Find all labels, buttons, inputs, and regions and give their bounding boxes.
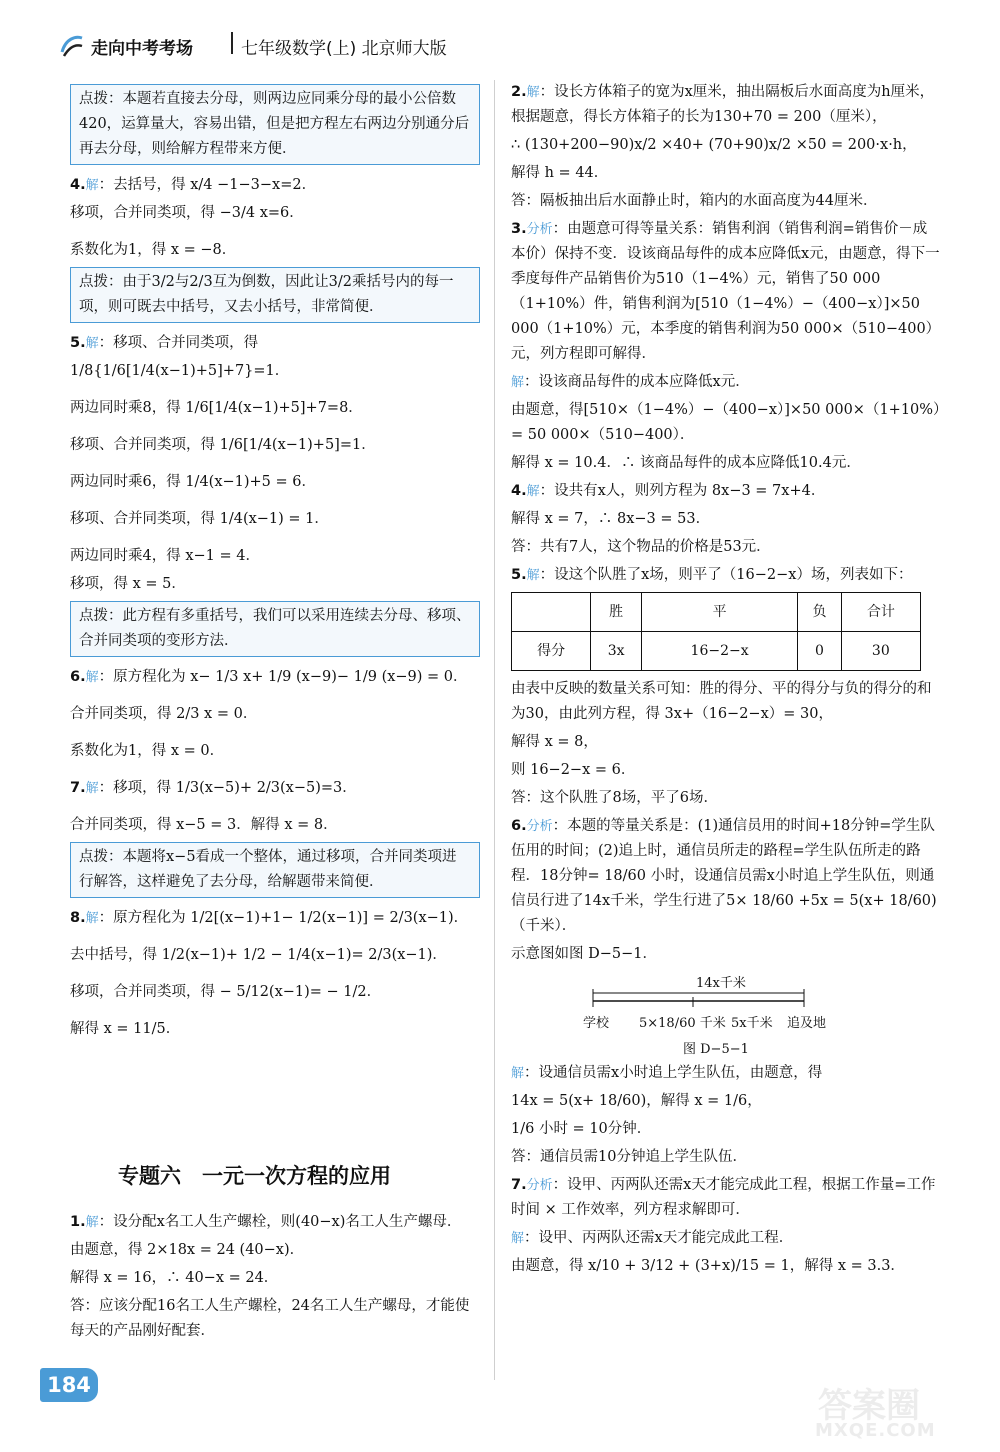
solution-line [511, 80, 941, 130]
hint-box: 点拨：由于3/2与2/3互为倒数，因此让3/2乘括号内的每一项，则可既去中括号，又去小括号，非常简便． [70, 267, 480, 323]
solution-line: 示意图如图 D−5−1． [511, 946, 657, 962]
equation-text: ：原方程化为 1/2[(x−1)+1− 1/2(x−1)] = 2/3(x−1)． [98, 910, 469, 926]
table-cell: 3x [591, 632, 642, 671]
question-number: 5. [70, 335, 86, 351]
solution-line: 移项、合并同类项，得 1/6[1/4(x−1)+5]=1． [70, 437, 376, 453]
solution-line: 由题意，得 2×18x = 24 (40−x)． [70, 1242, 305, 1258]
equation-text: ：设共有x人，则列方程为 8x−3 = 7x+4． [539, 483, 826, 499]
solution-line: 由题意，得[510×（1−4%）−（400−x）]×50 000×（1+10%）= 50 000×（510−400）． [511, 402, 941, 443]
solution-line: 移项、合并同类项，得 1/4(x−1) = 1． [70, 511, 329, 527]
solution-line [511, 814, 941, 939]
distance-diagram [583, 971, 861, 1061]
solution-line: 移项，合并同类项，得 − 5/12(x−1)= − 1/2． [70, 984, 382, 1000]
solution-tag: 解 [511, 1231, 525, 1246]
solution-line [70, 173, 480, 198]
solution-line [70, 1210, 480, 1235]
solution-line: 答：共有7人，这个物品的价格是53元． [511, 539, 771, 555]
equation-text: ：移项、合并同类项，得 [98, 335, 259, 351]
question-number: 7. [511, 1177, 527, 1193]
solution-line: 答：隔板抽出后水面静止时，箱内的水面高度为44厘米． [511, 193, 878, 209]
equation-text: ：移项，得 1/3(x−5)+ 2/3(x−5)=3． [98, 780, 357, 796]
solution-line: 答：这个队胜了8场，平了6场． [511, 790, 718, 806]
solution-line: 合并同类项，得 x−5 = 3．解得 x = 8． [70, 817, 338, 833]
equation-text: ：设甲、丙两队还需x天才能完成此工程． [524, 1230, 794, 1246]
question-number: 5. [511, 567, 527, 583]
diagram-top-label: 14x千米 [696, 976, 746, 991]
solution-line: 答：通信员需10分钟追上学生队伍． [511, 1149, 747, 1165]
solution-tag: 解 [85, 781, 99, 796]
equation-text: ：去括号，得 x/4 −1−3−x=2． [98, 177, 317, 193]
table-cell: 16−2−x [641, 632, 797, 671]
solution-tag: 解 [85, 178, 99, 193]
solution-tag: 解 [85, 1215, 99, 1230]
solution-line: 两边同时乘4，得 x−1 = 4． [70, 548, 260, 564]
solution-line: 解得 h = 44． [511, 165, 609, 181]
solution-line: 系数化为1，得 x = −8． [70, 242, 237, 258]
solution-line [511, 217, 941, 367]
analysis-tag: 分析 [526, 222, 553, 237]
question-number: 6. [511, 818, 527, 834]
equation-text: ：设该商品每件的成本应降低x元． [524, 374, 750, 390]
column-divider [494, 80, 495, 1380]
question-number: 8. [70, 910, 86, 926]
diagram-school-label: 学校 [583, 1016, 610, 1031]
question-number: 2. [511, 84, 527, 100]
question-number: 6. [70, 669, 86, 685]
left-column-bottom [70, 1210, 480, 1347]
equation-text: ：设这个队胜了x场，则平了（16−2−x）场，列表如下： [539, 567, 913, 583]
solution-line [511, 563, 941, 588]
table-cell: 30 [841, 632, 920, 671]
solution-line: 答：应该分配16名工人生产螺栓，24名工人生产螺母，才能使每天的产品刚好配套． [70, 1298, 470, 1339]
table-cell: 0 [798, 632, 841, 671]
solution-line: 系数化为1，得 x = 0． [70, 743, 225, 759]
section-title: 专题六 一元一次方程的应用 [118, 1164, 391, 1188]
solution-line [511, 479, 941, 504]
solution-line [70, 665, 480, 690]
solution-line: ∴ (130+200−90)x/2 ×40+ (70+90)x/2 ×50 = 200·x·h， [511, 137, 917, 153]
solution-line [511, 1226, 941, 1251]
watermark-text: 答案圈 [818, 1386, 920, 1426]
hint-box: 点拨：本题将x−5看成一个整体，通过移项，合并同类项进行解答，这样避免了去分母，给解题带来简便． [70, 842, 480, 898]
solution-line: 合并同类项，得 2/3 x = 0． [70, 706, 258, 722]
page-number: 184 [40, 1368, 98, 1402]
solution-line: 两边同时乘8，得 1/6[1/4(x−1)+5]+7=8． [70, 400, 363, 416]
analysis-text: ：本题的等量关系是：(1)通信员用的时间+18分钟=学生队伍用的时间；(2)追上时，通信员所走的路程=学生队伍所走的路程．18分钟= 18/60 小时，设通信员需x小时追上学生队伍，则通信员行进了14x千米，学生行进了5× 18/60 +5x = 5(x+ 18/60)（千米）． [511, 818, 937, 934]
solution-line: 解得 x = 16，∴ 40−x = 24． [70, 1270, 279, 1286]
diagram-segment-label: 5x千米 [731, 1016, 773, 1031]
solution-line [70, 331, 480, 356]
left-column [70, 80, 480, 1045]
book-subtitle: 七年级数学(上) 北京师大版 [241, 39, 447, 59]
solution-tag: 解 [85, 911, 99, 926]
equation-text: ：设长方体箱子的宽为x厘米，抽出隔板后水面高度为h厘米，根据题意，得长方体箱子的长为130+70 = 200（厘米）， [511, 84, 935, 125]
table-header-cell: 胜 [591, 593, 642, 632]
solution-tag: 解 [511, 375, 525, 390]
table-header-cell: 合计 [841, 593, 920, 632]
solution-line: 解得 x = 10.4．∴ 该商品每件的成本应降低10.4元． [511, 455, 861, 471]
solution-line [70, 906, 480, 931]
solution-tag: 解 [85, 336, 99, 351]
solution-tag: 解 [526, 484, 540, 499]
right-column [511, 80, 941, 1282]
solution-line: 1/8{1/6[1/4(x−1)+5]+7}=1． [70, 363, 290, 379]
solution-line: 解得 x = 7，∴ 8x−3 = 53． [511, 511, 711, 527]
solution-line: 两边同时乘6，得 1/4(x−1)+5 = 6． [70, 474, 317, 490]
table-header-cell [512, 593, 591, 632]
solution-line [511, 1061, 941, 1086]
question-number: 4. [511, 483, 527, 499]
score-table [511, 592, 921, 671]
analysis-tag: 分析 [526, 819, 553, 834]
solution-tag: 解 [526, 568, 540, 583]
diagram-segment-label: 5×18/60 千米 [639, 1016, 726, 1031]
diagram-caption: 图 D−5−1 [683, 1042, 749, 1057]
solution-line: 14x = 5(x+ 18/60)，解得 x = 1/6， [511, 1093, 762, 1109]
hint-box: 点拨：本题若直接去分母，则两边应同乘分母的最小公倍数420，运算量大，容易出错，但是把方程左右两边分别通分后再去分母，则给解方程带来方便． [70, 84, 480, 165]
solution-line [70, 776, 480, 801]
equation-text: ：设分配x名工人生产螺栓，则(40−x)名工人生产螺母． [98, 1214, 462, 1230]
table-header-cell: 负 [798, 593, 841, 632]
watermark-url: MXQE.COM [815, 1420, 936, 1441]
question-number: 4. [70, 177, 86, 193]
analysis-tag: 分析 [526, 1178, 553, 1193]
solution-tag: 解 [526, 85, 540, 100]
solution-line [511, 370, 941, 395]
question-number: 7. [70, 780, 86, 796]
diagram-catch-label: 追及地 [787, 1016, 827, 1031]
table-cell: 得分 [512, 632, 591, 671]
hint-box: 点拨：此方程有多重括号，我们可以采用连续去分母、移项、合并同类项的变形方法． [70, 601, 480, 657]
question-number: 1. [70, 1214, 86, 1230]
header-divider [231, 32, 233, 54]
solution-line: 则 16−2−x = 6． [511, 762, 636, 778]
table-header-row [512, 593, 921, 632]
page-header [55, 30, 955, 64]
brand-title: 走向中考考场 [91, 39, 193, 59]
solution-line [511, 1173, 941, 1223]
table-header-cell: 平 [641, 593, 797, 632]
solution-line: 由表中反映的数量关系可知：胜的得分、平的得分与负的得分的和为30，由此列方程，得 3x+（16−2−x）= 30， [511, 681, 932, 722]
table-row [512, 632, 921, 671]
solution-tag: 解 [511, 1066, 525, 1081]
solution-line: 移项，得 x = 5． [70, 576, 186, 592]
solution-line: 解得 x = 8， [511, 734, 598, 750]
question-number: 3. [511, 221, 527, 237]
equation-text: ：设通信员需x小时追上学生队伍，由题意，得 [524, 1065, 823, 1081]
solution-line: 移项，合并同类项，得 −3/4 x=6． [70, 205, 304, 221]
solution-line: 由题意，得 x/10 + 3/12 + (3+x)/15 = 1，解得 x = 3.3． [511, 1258, 905, 1274]
distance-line-icon [591, 987, 806, 1013]
solution-line: 去中括号，得 1/2(x−1)+ 1/2 − 1/4(x−1)= 2/3(x−1)． [70, 947, 447, 963]
watermark-logo [810, 1378, 985, 1448]
analysis-text: ：设甲、丙两队还需x天才能完成此工程，根据工作量=工作时间 × 工作效率，列方程求解即可． [511, 1177, 936, 1218]
book-logo-icon [58, 32, 86, 60]
solution-line: 1/6 小时 = 10分钟． [511, 1121, 652, 1137]
equation-text: ：原方程化为 x− 1/3 x+ 1/9 (x−9)− 1/9 (x−9) = 0． [98, 669, 468, 685]
analysis-text: ：由题意可得等量关系：销售利润（销售利润=销售价－成本价）保持不变．设该商品每件的成本应降低x元，由题意，得下一季度每件产品销售价为510（1−4%）元，销售了50 000（1+10%）件，销售利润为[510（1−4%）−（400−x）]×50 000（1+10%）元，本季度的销售利润为50 000×（510−400）元，列方程即可解得． [511, 221, 941, 362]
solution-line: 解得 x = 11/5． [70, 1021, 181, 1037]
solution-tag: 解 [85, 670, 99, 685]
